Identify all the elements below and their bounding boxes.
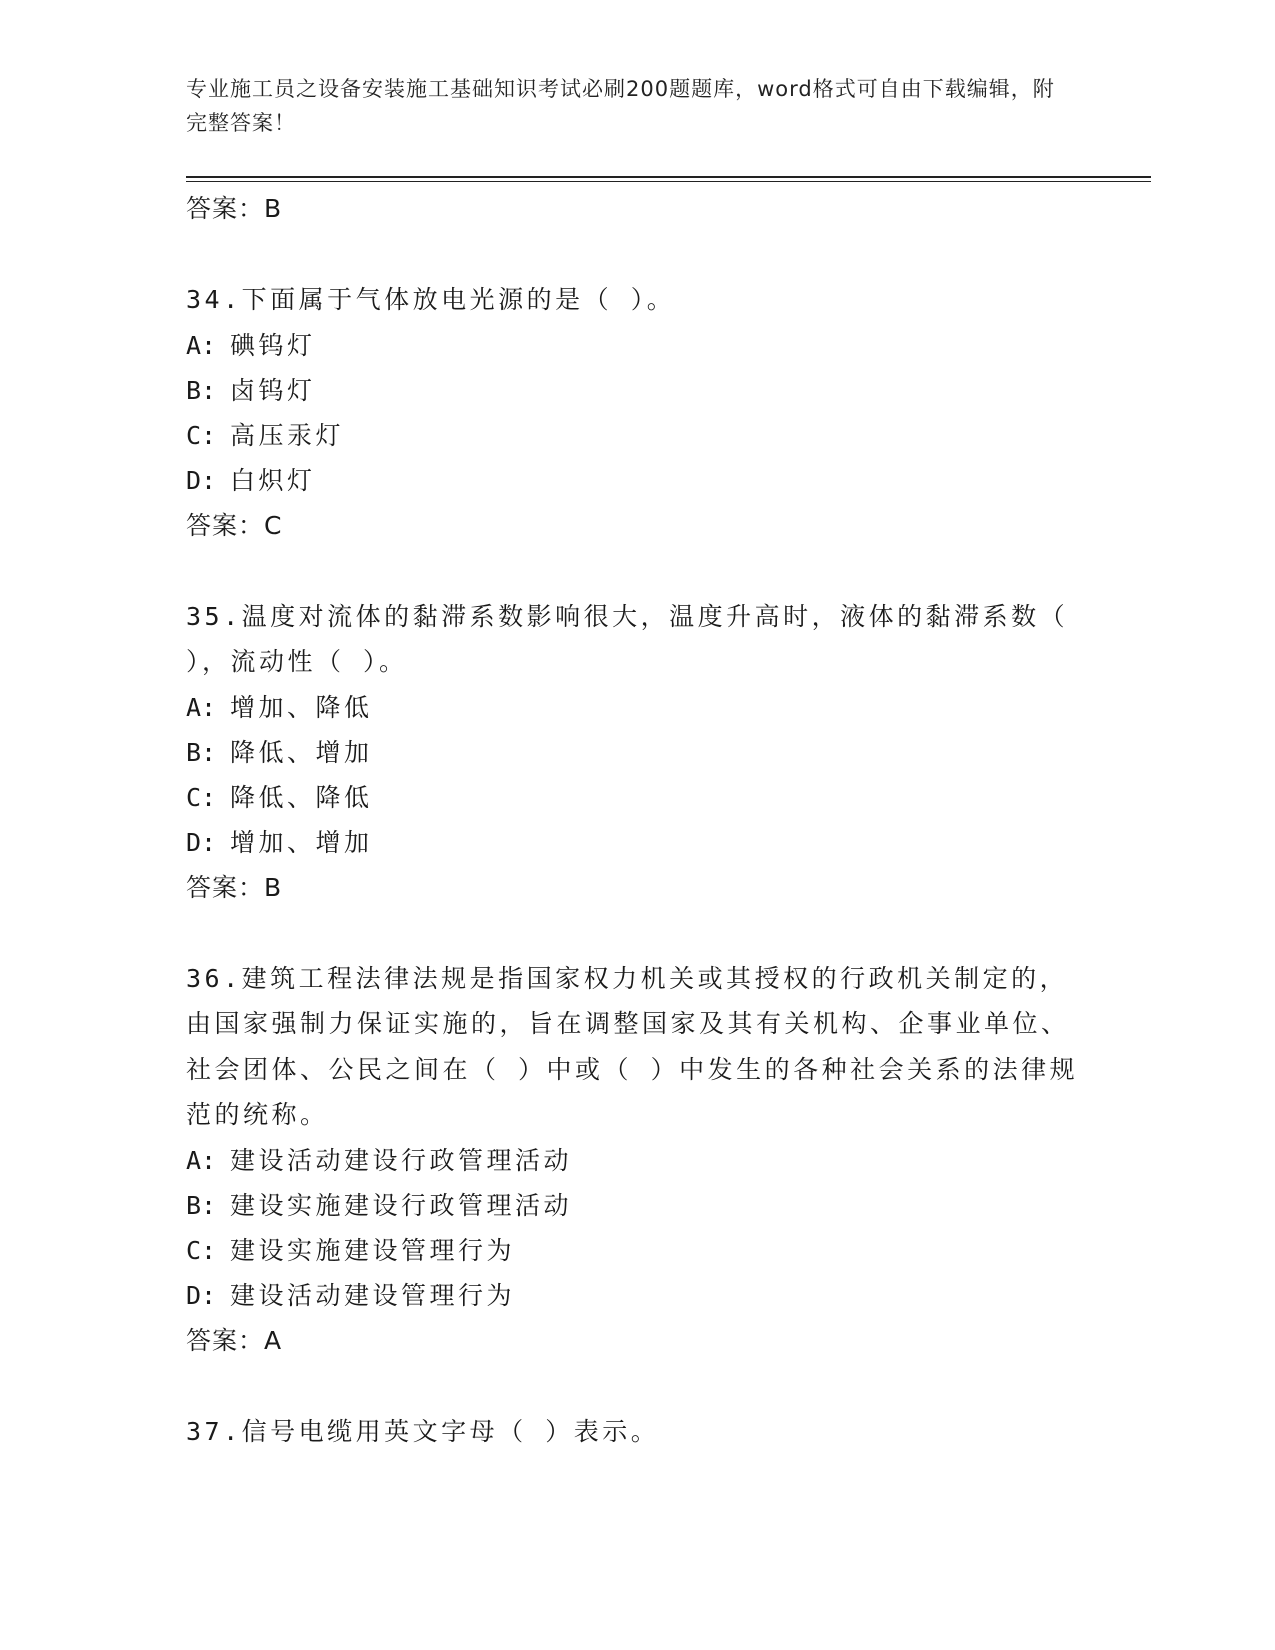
option-key: A:: [186, 692, 217, 722]
option-c: [186, 413, 1086, 458]
option-key: C:: [186, 1235, 217, 1265]
question-text: 34.下面属于气体放电光源的是（ ）。: [186, 285, 676, 314]
answer-label: 答案：: [186, 1325, 265, 1355]
option-key: A:: [186, 330, 217, 360]
question-text: 35.温度对流体的黏滞系数影响很大，温度升高时，液体的黏滞系数（ ），流动性（ ）。: [186, 601, 1069, 676]
option-text: 碘钨灯: [230, 330, 316, 360]
option-text: 白炽灯: [230, 465, 316, 495]
header-divider: [186, 176, 1151, 178]
option-c: [186, 775, 1086, 820]
option-text: 降低、降低: [230, 782, 373, 812]
answer-value: A: [264, 1325, 283, 1355]
answer-value: B: [264, 194, 283, 223]
option-a: [186, 685, 1086, 730]
option-key: B:: [186, 375, 217, 405]
answer-line: [186, 865, 1086, 910]
option-key: D:: [186, 465, 217, 495]
spacer: [186, 910, 1086, 956]
option-d: [186, 820, 1086, 865]
option-text: 建设实施建设管理行为: [230, 1235, 516, 1265]
option-b: [186, 1183, 1086, 1228]
option-text: 降低、增加: [230, 737, 373, 767]
answer-line: [186, 1318, 1086, 1363]
option-d: [186, 1273, 1086, 1318]
option-key: B:: [186, 737, 217, 767]
option-b: [186, 730, 1086, 775]
option-c: [186, 1228, 1086, 1273]
option-text: 建设实施建设行政管理活动: [230, 1190, 573, 1220]
option-d: [186, 458, 1086, 503]
option-key: C:: [186, 782, 217, 812]
answer-label: 答案：: [186, 194, 265, 223]
option-text: 卤钨灯: [230, 375, 316, 405]
option-text: 增加、降低: [230, 692, 373, 722]
option-text: 建设活动建设管理行为: [230, 1280, 516, 1310]
question-list: [186, 186, 1086, 1454]
question-text: 37.信号电缆用英文字母（ ）表示。: [186, 1416, 660, 1446]
answer-label: 答案：: [186, 872, 265, 902]
page-header-title: 专业施工员之设备安装施工基础知识考试必刷200题题库，word格式可自由下载编辑，附完整答案！: [186, 77, 1055, 135]
question-text: 36.建筑工程法律法规是指国家权力机关或其授权的行政机关制定的，由国家强制力保证实施的，旨在调整国家及其有关机构、企事业单位、社会团体、公民之间在（ ）中或（ ）中发生的各种社会关系的法律规范的统称。: [186, 963, 1079, 1129]
header-divider-thin: [186, 181, 1151, 182]
option-key: C:: [186, 420, 217, 450]
option-text: 高压汞灯: [230, 420, 345, 450]
option-b: [186, 368, 1086, 413]
answer-label: 答案：: [186, 510, 265, 540]
option-a: [186, 1138, 1086, 1183]
spacer: [186, 548, 1086, 594]
answer-line: [186, 186, 1086, 231]
option-key: D:: [186, 827, 217, 857]
option-a: [186, 323, 1086, 368]
spacer: [186, 231, 1086, 277]
answer-line: [186, 503, 1086, 548]
option-key: A:: [186, 1145, 217, 1175]
option-key: B:: [186, 1190, 217, 1220]
answer-value: B: [264, 872, 283, 902]
option-key: D:: [186, 1280, 217, 1310]
option-text: 建设活动建设行政管理活动: [230, 1145, 573, 1175]
option-text: 增加、增加: [230, 827, 373, 857]
answer-value: C: [264, 510, 283, 540]
spacer: [186, 1363, 1086, 1409]
